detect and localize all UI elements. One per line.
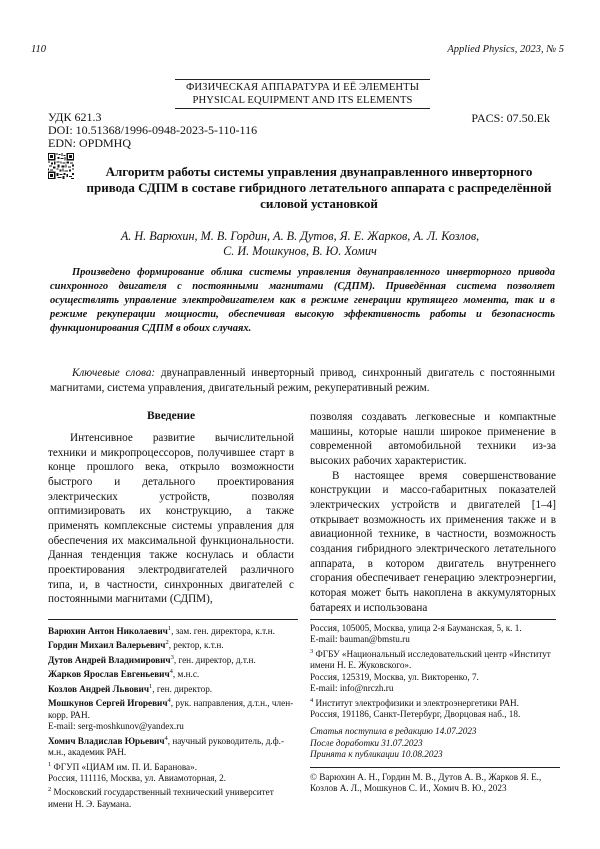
- date-revised: После доработки 31.07.2023: [310, 737, 423, 748]
- section-header: [175, 79, 430, 109]
- author-note-1: Варюхин Антон Николаевич$^1$, зам. ген. директора, к.т.н.: [48, 625, 275, 637]
- date-received: Статья поступила в редакцию 14.07.2023: [310, 726, 477, 737]
- affiliation-3: $^3$ ФГБУ «Национальный исследовательский центр «Институт имени Н. Е. Жуковского».: [310, 647, 551, 671]
- edn: EDN: OPDMHQ: [48, 136, 132, 150]
- body-column-left: [48, 431, 294, 607]
- keywords-text: двунаправленный инверторный привод, синхронный двигатель с постоянными магнитами, система управления, двигательный режим, рекуперативный режим.: [50, 367, 555, 394]
- affiliation-3-email: E-mail: info@nrczh.ru: [310, 683, 394, 694]
- abstract: Произведено формирование облика системы управления двунаправленного инверторного привода синхронного двигателя с постоянными магнитами (СДПМ). Приведённая система позволяет осуществлять управление электродвигателем как в режиме генерации крутящего момента, так и в режиме рекуперации мощности, обеспечивая высокую эффективность работы и безопасность функционирования СДПМ в обоих случаях.: [50, 267, 555, 334]
- udk: УДК 621.3: [48, 110, 102, 124]
- page-number: 110: [31, 44, 46, 55]
- doi: DOI: 10.51368/1996-0948-2023-5-110-116: [48, 123, 258, 137]
- date-accepted: Принята к публикации 10.08.2023: [310, 749, 443, 760]
- qr-code-icon: [48, 153, 74, 179]
- affiliation-1: $^1$ ФГУП «ЦИАМ им. П. И. Баранова».: [48, 760, 198, 772]
- intro-paragraph-2: В настоящее время совершенствование конструкции и массо-габаритных показателей электрических устройств и двигателей [1–4] открывает возможность их применения также и в авиационной технике, в частности, возможность создания гибридного электрического летательного аппарата, в котором двигатель внутреннего сгорания обеспечивает генерацию электроэнергии, которая может быть накоплена в аккумуляторных батареях и использована: [310, 469, 556, 614]
- section-heading-introduction: Введение: [146, 410, 196, 422]
- copyright: © Варюхин А. Н., Гордин М. В., Дутов А. В., Жарков Я. Е., Козлов А. Л., Мошкунов С. И., Хомич В. Ю., 2023: [310, 771, 542, 793]
- journal-title: Applied Physics, 2023, № 5: [447, 44, 564, 55]
- pacs: PACS: 07.50.Ek: [471, 111, 550, 125]
- affiliation-3-address: Россия, 125319, Москва, ул. Викторенко, 7.: [310, 671, 479, 682]
- section-title-ru: ФИЗИЧЕСКАЯ АППАРАТУРА И ЕЁ ЭЛЕМЕНТЫ: [185, 82, 420, 93]
- author-footnotes: [48, 623, 298, 810]
- author-note-2: Гордин Михаил Валерьевич$^2$, ректор, к.т.н.: [48, 639, 224, 651]
- author-note-6: Мошкунов Сергей Игоревич$^4$, рук. направления, д.т.н., член-корр. РАН.: [48, 697, 294, 720]
- authors-line-1: А. Н. Варюхин, М. В. Гордин, А. В. Дутов, Я. Е. Жарков, А. Л. Козлов,: [120, 229, 480, 243]
- copyright-divider: [310, 767, 560, 768]
- keywords: [50, 366, 555, 395]
- affiliation-4: $^4$ Институт электрофизики и электроэнергетики РАН.: [310, 696, 519, 708]
- section-title-en: PHYSICAL EQUIPMENT AND ITS ELEMENTS: [192, 95, 413, 106]
- author-note-3: Дутов Андрей Владимирович$^3$, ген. директор, д.т.н.: [48, 653, 256, 665]
- authors-line-2: С. И. Мошкунов, В. Ю. Хомич: [223, 244, 377, 258]
- keywords-label: Ключевые слова:: [72, 367, 156, 379]
- footnote-divider-right: [310, 619, 556, 620]
- intro-paragraph-1: Интенсивное развитие вычислительной техники и микропроцессоров, получившее старт в конце прошлого века, открыло возможности быстрого и детального проектирования электрических устройств, позволяя оптимизировать их конструкцию, а также применять комплексные системы управления для обеспечения их максимальной функциональности. Данная тенденция также коснулась и области проектирования электродвигателей различного типа, и, в частности, синхронных двигателей с постоянными магнитами (СДПМ),: [48, 432, 294, 606]
- affiliation-2-address: Россия, 105005, Москва, улица 2-я Бауманская, 5, к. 1.: [310, 623, 522, 633]
- body-column-right: [310, 410, 556, 615]
- affiliation-1-address: Россия, 111116, Москва, ул. Авиамоторная, 2.: [48, 772, 226, 783]
- intro-paragraph-1-continued: позволяя создавать легковесные и компактные машины, которые нашли широкое применение в современной автомобильной техники из-за высоких рабочих характеристик.: [310, 411, 556, 467]
- author-email-6: E-mail: serg-moshkunov@yandex.ru: [48, 721, 184, 732]
- affiliation-2-email: E-mail: bauman@bmstu.ru: [310, 634, 410, 645]
- author-note-4: Жарков Ярослав Евгеньевич$^4$, м.н.с.: [48, 668, 200, 680]
- affiliation-4-address: Россия, 191186, Санкт-Петербург, Дворцовая наб., 18.: [310, 708, 521, 719]
- affiliation-2: $^2$ Московский государственный технический университет имени Н. Э. Баумана.: [48, 786, 274, 809]
- article-title: Алгоритм работы системы управления двунаправленного инверторного привода СДПМ в составе гибридного летательного аппарата с распределённой силовой установкой: [86, 164, 552, 211]
- author-note-7: Хомич Владислав Юрьевич$^4$, научный руководитель, д.ф.-м.н., академик РАН.: [48, 734, 285, 758]
- authors: [60, 229, 540, 259]
- author-note-5: Козлов Андрей Львович$^1$, ген. директор.: [48, 682, 213, 694]
- affiliation-footnotes: [310, 623, 560, 794]
- footnote-divider-left: [48, 619, 298, 620]
